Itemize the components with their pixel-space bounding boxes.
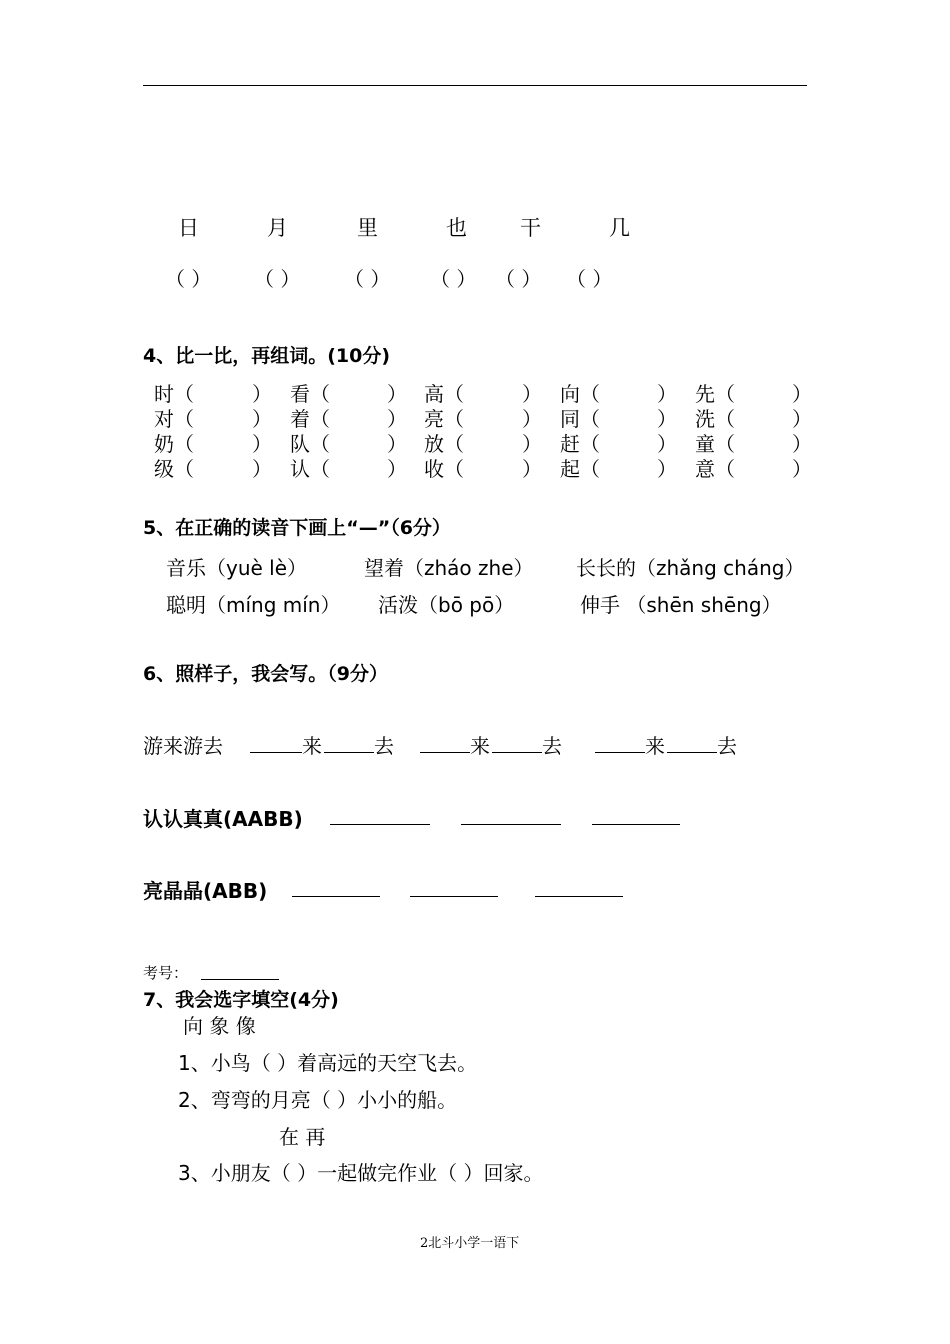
choice-chars: 向 象 像 [183,1014,256,1038]
compare-close: ） [522,457,542,481]
char-cell: 几 [609,216,630,240]
answer-blank[interactable]: （ ） [430,267,477,291]
compare-char: 赶（ [560,432,600,456]
fill-blank[interactable] [324,752,374,753]
compare-close: ） [657,407,677,431]
choice-chars: 在 再 [279,1125,326,1149]
compare-char: 看（ [290,382,330,406]
compare-char: 收（ [424,457,464,481]
fill-blank[interactable] [592,824,680,825]
compare-char: 高（ [424,382,464,406]
compare-char: 起（ [560,457,600,481]
char-cell: 也 [446,216,467,240]
compare-char: 着（ [290,407,330,431]
compare-char: 童（ [695,432,735,456]
fill-blank[interactable] [461,824,561,825]
compare-close: ） [792,457,812,481]
char-cell: 干 [520,216,541,240]
fill-blank[interactable] [250,752,302,753]
section4-title: 4、比一比，再组词。(10分) [143,345,391,367]
section7-title: 7、我会选字填空(4分) [143,989,339,1011]
compare-char: 先（ [695,382,735,406]
compare-close: ） [522,407,542,431]
pattern-label-abb: 亮晶晶(ABB) [143,879,268,903]
compare-close: ） [657,457,677,481]
pattern-char: 来 [645,734,665,758]
pattern-char: 来 [302,734,322,758]
compare-close: ） [387,432,407,456]
compare-close: ） [387,382,407,406]
pinyin-item[interactable]: 聪明（míng mín） [166,593,341,617]
compare-close: ） [252,407,272,431]
fill-blank[interactable] [330,824,430,825]
pinyin-item[interactable]: 长长的（zhǎng cháng） [576,556,805,580]
section6-title: 6、照样子，我会写。（9分） [143,663,388,685]
compare-close: ） [657,432,677,456]
header-rule [143,85,807,86]
char-cell: 月 [267,216,288,240]
compare-close: ） [657,382,677,406]
fill-blank[interactable] [292,896,380,897]
compare-char: 队（ [290,432,330,456]
compare-close: ） [792,382,812,406]
example-word: 游来游去 [143,734,223,758]
compare-close: ） [387,457,407,481]
compare-char: 向（ [560,382,600,406]
compare-char: 亮（ [424,407,464,431]
sentence-2: 2、弯弯的月亮（ ）小小的船。 [178,1088,458,1112]
pattern-char: 去 [542,734,562,758]
fill-blank[interactable] [492,752,542,753]
compare-char: 时（ [154,382,194,406]
answer-blank[interactable]: （ ） [566,267,613,291]
fill-blank[interactable] [410,896,498,897]
sentence-3: 3、小朋友（ ）一起做完作业（ ）回家。 [178,1161,544,1185]
fill-blank[interactable] [667,752,717,753]
answer-blank[interactable]: （ ） [165,267,212,291]
compare-close: ） [522,382,542,406]
compare-char: 奶（ [154,432,194,456]
exam-number-label: 考号： [143,964,189,982]
compare-close: ） [252,382,272,406]
exam-number-field[interactable] [201,979,279,980]
answer-blank[interactable]: （ ） [344,267,391,291]
compare-char: 意（ [695,457,735,481]
compare-char: 放（ [424,432,464,456]
compare-char: 认（ [290,457,330,481]
compare-close: ） [252,457,272,481]
fill-blank[interactable] [595,752,645,753]
compare-char: 同（ [560,407,600,431]
char-cell: 里 [357,216,378,240]
sentence-1: 1、小鸟（ ）着高远的天空飞去。 [178,1051,478,1075]
compare-close: ） [792,407,812,431]
pinyin-item[interactable]: 活泼（bō pō） [378,593,515,617]
pinyin-item[interactable]: 望着（zháo zhe） [364,556,534,580]
pinyin-item[interactable]: 音乐（yuè lè） [166,556,308,580]
compare-close: ） [522,432,542,456]
compare-char: 对（ [154,407,194,431]
pattern-row-laiqu [143,730,223,759]
pattern-char: 来 [470,734,490,758]
answer-blank[interactable]: （ ） [254,267,301,291]
fill-blank[interactable] [420,752,470,753]
compare-char: 级（ [154,457,194,481]
compare-close: ） [792,432,812,456]
compare-char: 洗（ [695,407,735,431]
pattern-char: 去 [374,734,394,758]
pattern-char: 去 [717,734,737,758]
pinyin-item[interactable]: 伸手 （shēn shēng） [580,593,782,617]
pattern-label-aabb: 认认真真(AABB) [143,807,303,831]
page-footer: 2北斗小学一语下 [420,1236,520,1251]
fill-blank[interactable] [535,896,623,897]
compare-close: ） [252,432,272,456]
section5-title: 5、在正确的读音下画上“—”（6分） [143,517,451,539]
answer-blank[interactable]: （ ） [495,267,542,291]
char-cell: 日 [178,216,199,240]
compare-close: ） [387,407,407,431]
